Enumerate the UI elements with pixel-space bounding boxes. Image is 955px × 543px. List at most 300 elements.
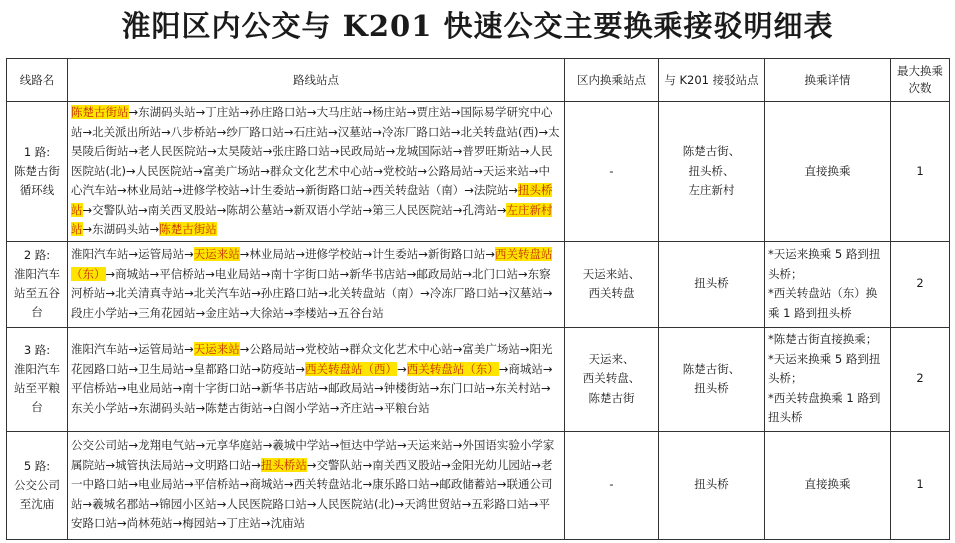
arrow-icon: → bbox=[117, 183, 127, 197]
stop-name: 民政局站 bbox=[339, 144, 386, 158]
stop-name: 城管执法局站 bbox=[115, 457, 185, 472]
arrow-icon: → bbox=[105, 286, 116, 300]
stop-name: 人民医院站(北) bbox=[316, 496, 395, 511]
transfer-line: 陈楚古街 bbox=[588, 390, 635, 405]
line-name-cell bbox=[7, 102, 68, 242]
stop-name: 进修学校站 bbox=[182, 183, 240, 197]
stop-name: 交警队站 bbox=[316, 457, 363, 472]
arrow-icon: → bbox=[485, 247, 495, 261]
transfer-line: 西关转盘 bbox=[588, 286, 635, 300]
district-transfer-cell bbox=[565, 327, 659, 431]
line-number: 2 路: bbox=[23, 248, 51, 262]
transfer-detail-cell bbox=[765, 431, 891, 539]
arrow-icon: → bbox=[406, 105, 417, 119]
stop-name: 平安路口站 bbox=[71, 496, 550, 531]
stop-name: 人民医院站 bbox=[135, 163, 194, 178]
route-stops-cell bbox=[68, 431, 565, 539]
stop-name: 计生委站 bbox=[249, 183, 296, 197]
stop-name: 新华书店站 bbox=[260, 381, 319, 395]
stop-name: 南关西叉股站 bbox=[147, 202, 217, 217]
arrow-icon: → bbox=[450, 105, 461, 119]
transfer-table bbox=[6, 58, 950, 540]
stop-name: 新华书店站 bbox=[349, 266, 407, 281]
stop-name: 冷冻厂路口站 bbox=[381, 124, 451, 139]
stop-name: 平信桥站 bbox=[159, 266, 206, 281]
stop-name: 天运来站 bbox=[406, 438, 453, 453]
stop-name: 齐庄站 bbox=[339, 400, 375, 415]
arrow-icon: → bbox=[519, 342, 530, 356]
stop-name: 龙翔电气站 bbox=[138, 438, 196, 453]
arrow-icon: → bbox=[128, 105, 139, 119]
stop-name: 段庄小学站 bbox=[71, 305, 129, 320]
arrow-icon: → bbox=[184, 457, 194, 472]
stop-name: 交警队站 bbox=[92, 202, 139, 217]
arrow-icon: → bbox=[128, 305, 139, 320]
arrow-icon: → bbox=[283, 305, 294, 320]
stop-name: 防疫站 bbox=[260, 361, 296, 376]
stop-name: 南十字街口站 bbox=[270, 266, 340, 281]
arrow-icon: → bbox=[417, 163, 428, 178]
k201-connection-cell bbox=[659, 431, 765, 539]
stop-name: 公交公司站 bbox=[71, 438, 129, 453]
district-transfer-cell bbox=[565, 241, 659, 327]
arrow-icon: → bbox=[429, 381, 440, 395]
arrow-icon: → bbox=[184, 247, 194, 261]
district-transfer-cell: - bbox=[565, 431, 659, 539]
stop-name: 富美广场站 bbox=[202, 163, 261, 178]
k201-line: 扭头桥、 bbox=[688, 163, 735, 178]
arrow-icon: → bbox=[540, 381, 551, 395]
stop-name: 东关村站 bbox=[494, 381, 541, 395]
stop-name: 国际易学研究中心站 bbox=[71, 105, 553, 139]
arrow-icon: → bbox=[239, 342, 250, 356]
stop-name: 孙庄路口站 bbox=[249, 105, 307, 119]
k201-connection-cell bbox=[659, 241, 765, 327]
arrow-icon: → bbox=[251, 457, 261, 472]
district-transfer-cell: - bbox=[565, 102, 659, 242]
route-stops-cell bbox=[68, 241, 565, 327]
stop-name: 康乐路口站 bbox=[372, 477, 430, 492]
stop-name: 平信桥站 bbox=[71, 381, 117, 395]
max-transfers-cell: 1 bbox=[891, 102, 950, 242]
transfer-detail-cell bbox=[765, 241, 891, 327]
k201-connection-cell bbox=[659, 102, 765, 242]
arrow-icon: → bbox=[195, 305, 206, 320]
arrow-icon: → bbox=[362, 105, 373, 119]
stop-name: 汉墓站 bbox=[337, 124, 373, 139]
stop-name: 电业局站 bbox=[126, 381, 173, 395]
arrow-icon: → bbox=[441, 457, 451, 472]
stop-name: 卫生局站 bbox=[138, 361, 185, 376]
stop-name: 元享华庭站 bbox=[205, 438, 263, 453]
arrow-icon: → bbox=[318, 381, 329, 395]
stop-name: 平粮台站 bbox=[383, 400, 430, 415]
stop-name: 恒达中学站 bbox=[339, 438, 398, 453]
arrow-icon: → bbox=[82, 222, 93, 236]
stop-name: 陈楚古街站 bbox=[205, 400, 263, 415]
line-name-cell bbox=[7, 327, 68, 431]
stop-name: 东关小学站 bbox=[71, 400, 129, 415]
line-name-cell bbox=[7, 241, 68, 327]
arrow-icon: → bbox=[394, 496, 405, 511]
stop-name: 东湖码头站 bbox=[138, 400, 196, 415]
stop-name: 太昊陵后街站 bbox=[71, 124, 560, 158]
stop-name: 贾庄站 bbox=[416, 105, 451, 119]
arrow-icon: → bbox=[420, 286, 430, 300]
arrow-icon: → bbox=[429, 477, 440, 492]
stop-name: 南关西叉股站 bbox=[372, 457, 442, 472]
stop-name: 大徐站 bbox=[249, 305, 284, 320]
stop-name: 电业局站 bbox=[214, 266, 261, 281]
arrow-icon: → bbox=[464, 183, 474, 197]
arrow-icon: → bbox=[105, 266, 116, 281]
stop-name: 第三人民医院站 bbox=[372, 202, 453, 217]
stop-name: 进修学校站 bbox=[305, 247, 363, 261]
arrow-icon: → bbox=[239, 183, 250, 197]
stop-name: 林业局站 bbox=[126, 183, 173, 197]
arrow-icon: → bbox=[216, 516, 227, 531]
detail-line: *西关转盘站（东）换乘 1 路到扭头桥 bbox=[768, 286, 878, 320]
arrow-icon: → bbox=[128, 247, 139, 261]
stop-name: 尚林苑站 bbox=[126, 516, 173, 531]
arrow-icon: → bbox=[195, 438, 206, 453]
stop-name: 新街路口站 bbox=[427, 247, 486, 261]
stop-name: 北关汽车站 bbox=[193, 286, 252, 300]
k201-line: 左庄新村 bbox=[688, 183, 735, 197]
stop-name: 淮阳汽车站 bbox=[71, 247, 129, 261]
header-line-name: 线路名 bbox=[7, 59, 68, 102]
stop-name: 梅园站 bbox=[182, 516, 217, 531]
arrow-icon: → bbox=[385, 144, 396, 158]
header-transfer-detail: 换乘详情 bbox=[765, 59, 891, 102]
stop-name: 人民医院站(北) bbox=[71, 144, 553, 178]
stop-name: 白阁小学站 bbox=[272, 400, 330, 415]
arrow-icon: → bbox=[195, 400, 206, 415]
stop-name: 运管局站 bbox=[138, 342, 185, 356]
arrow-icon: → bbox=[374, 381, 384, 395]
arrow-icon: → bbox=[538, 124, 549, 139]
stop-name: 富美广场站 bbox=[462, 342, 520, 356]
max-transfers-cell: 2 bbox=[891, 327, 950, 431]
arrow-icon: → bbox=[306, 457, 317, 472]
stop-name: 锦园小区站 bbox=[159, 496, 217, 511]
stop-name: 人民医院路口站 bbox=[226, 496, 307, 511]
stop-name: 左庄新村站 bbox=[71, 202, 553, 236]
detail-line: *陈楚古街直接换乘； bbox=[768, 332, 878, 347]
arrow-icon: → bbox=[125, 163, 136, 178]
arrow-icon: → bbox=[528, 163, 539, 178]
header-route-stops: 路线站点 bbox=[68, 59, 565, 102]
arrow-icon: → bbox=[105, 457, 116, 472]
transfer-detail-cell bbox=[765, 102, 891, 242]
stop-name: 汉墓站 bbox=[508, 286, 543, 300]
arrow-icon: → bbox=[216, 202, 227, 217]
arrow-icon: → bbox=[452, 202, 463, 217]
arrow-icon: → bbox=[260, 516, 271, 531]
arrow-icon: → bbox=[184, 361, 194, 376]
arrow-icon: → bbox=[496, 477, 507, 492]
stop-name: 公路局站 bbox=[427, 163, 474, 178]
arrow-icon: → bbox=[128, 438, 139, 453]
page-title: 淮阳区内公交与 K201 快速公交主要换乘接驳明细表 bbox=[121, 9, 834, 43]
stop-name: 钟楼街站 bbox=[383, 381, 430, 395]
stop-name: 南十字街口站 bbox=[182, 381, 252, 395]
arrow-icon: → bbox=[172, 381, 183, 395]
arrow-icon: → bbox=[216, 496, 227, 511]
stop-name: 金阳光幼儿园站 bbox=[450, 457, 532, 472]
arrow-icon: → bbox=[473, 163, 483, 178]
stop-name: 孔湾站 bbox=[462, 202, 497, 217]
arrow-icon: → bbox=[251, 361, 261, 376]
arrow-icon: → bbox=[172, 516, 183, 531]
stop-name: 平信桥站 bbox=[193, 477, 240, 492]
arrow-icon: → bbox=[117, 381, 127, 395]
k201-line: 陈楚古街、 bbox=[682, 361, 741, 376]
table-row bbox=[7, 241, 950, 327]
stop-name: 张庄路口站 bbox=[272, 144, 330, 158]
arrow-icon: → bbox=[450, 124, 461, 139]
arrow-icon: → bbox=[362, 247, 373, 261]
arrow-icon: → bbox=[295, 183, 306, 197]
stop-name: 公路局站 bbox=[249, 342, 296, 356]
arrow-icon: → bbox=[128, 342, 139, 356]
stop-name: 党校站 bbox=[383, 163, 418, 178]
arrow-icon: → bbox=[195, 105, 206, 119]
transfer-line: 天运来站、 bbox=[582, 266, 641, 281]
stop-name: 陈楚古街站 bbox=[71, 105, 129, 119]
arrow-icon: → bbox=[161, 124, 171, 139]
line-route-name: 淮阳汽车站至平粮台 bbox=[14, 362, 60, 414]
k201-line: 扭头桥 bbox=[694, 276, 729, 291]
stop-name: 北关转盘站（南） bbox=[328, 286, 421, 300]
table-header-row bbox=[7, 59, 950, 102]
arrow-icon: → bbox=[239, 305, 250, 320]
arrow-icon: → bbox=[329, 438, 340, 453]
arrow-icon: → bbox=[149, 266, 160, 281]
stop-name: 纱厂路口站 bbox=[226, 124, 284, 139]
stop-name: 阳光花园路口站 bbox=[71, 342, 553, 376]
stop-name: 李楼站 bbox=[293, 305, 329, 320]
header-district-transfer: 区内换乘站点 bbox=[565, 59, 659, 102]
stop-name: 运管局站 bbox=[138, 247, 185, 261]
arrow-icon: → bbox=[406, 266, 417, 281]
stop-name: 法院站 bbox=[473, 183, 509, 197]
k201-line: 陈楚古街、 bbox=[682, 144, 741, 158]
arrow-icon: → bbox=[138, 202, 148, 217]
stop-name: 金庄站 bbox=[205, 305, 240, 320]
detail-line: 直接换乘 bbox=[804, 163, 851, 178]
arrow-icon: → bbox=[295, 342, 306, 356]
arrow-icon: → bbox=[128, 144, 139, 158]
stop-name: 淮阳汽车站 bbox=[71, 342, 129, 356]
stop-name: 老一中路口站 bbox=[71, 457, 553, 492]
arrow-icon: → bbox=[306, 105, 317, 119]
table-row bbox=[7, 102, 950, 242]
arrow-icon: → bbox=[205, 266, 215, 281]
stop-name: 石庄站 bbox=[293, 124, 329, 139]
arrow-icon: → bbox=[362, 202, 373, 217]
line-route-name: 陈楚古街循环线 bbox=[14, 163, 60, 197]
stop-name: 扭头桥站 bbox=[71, 183, 553, 217]
arrow-icon: → bbox=[329, 144, 340, 158]
arrow-icon: → bbox=[485, 381, 495, 395]
stop-name: 群众文化艺术中心站 bbox=[349, 342, 453, 356]
stop-name: 北关派出所站 bbox=[92, 124, 162, 139]
stop-name: 东湖码头站 bbox=[138, 105, 196, 119]
stop-name: 西关转盘站（东） bbox=[71, 247, 553, 281]
arrow-icon: → bbox=[82, 202, 93, 217]
stop-name: 孙庄路口站 bbox=[260, 286, 319, 300]
stop-name: 杨庄站 bbox=[372, 105, 407, 119]
stop-name: 北门口站 bbox=[471, 266, 518, 281]
arrow-icon: → bbox=[517, 266, 528, 281]
arrow-icon: → bbox=[251, 286, 261, 300]
arrow-icon: → bbox=[461, 496, 472, 511]
stop-name: 皇都路口站 bbox=[193, 361, 252, 376]
stop-name: 商城站 bbox=[249, 477, 284, 492]
stop-name: 老人民医院站 bbox=[138, 144, 208, 158]
transfer-line: 西关转盘、 bbox=[582, 371, 641, 386]
max-transfers-cell: 1 bbox=[891, 431, 950, 539]
arrow-icon: → bbox=[508, 183, 518, 197]
arrow-icon: → bbox=[318, 286, 329, 300]
arrow-icon: → bbox=[262, 438, 273, 453]
stop-name: 大马庄站 bbox=[316, 105, 363, 119]
stop-name: 邮政局站 bbox=[416, 266, 463, 281]
arrow-icon: → bbox=[372, 124, 382, 139]
stop-name: 东湖码头站 bbox=[92, 222, 150, 236]
stop-name: 三角花园站 bbox=[138, 305, 196, 320]
arrow-icon: → bbox=[374, 400, 384, 415]
arrow-icon: → bbox=[362, 457, 373, 472]
stop-name: 五谷台站 bbox=[337, 305, 384, 320]
line-number: 1 路: bbox=[23, 144, 51, 159]
stop-name: 北关转盘站(西) bbox=[460, 124, 539, 139]
arrow-icon: → bbox=[128, 361, 139, 376]
line-number: 5 路: bbox=[23, 458, 51, 473]
line-name-cell bbox=[7, 431, 68, 539]
stop-name: 新街路口站 bbox=[305, 183, 363, 197]
arrow-icon: → bbox=[149, 222, 160, 236]
header-k201-connection: 与 K201 接驳站点 bbox=[659, 59, 765, 102]
arrow-icon: → bbox=[184, 477, 194, 492]
arrow-icon: → bbox=[397, 438, 407, 453]
stop-name: 冷冻厂路口站 bbox=[429, 286, 499, 300]
header-max-transfers: 最大换乘次数 bbox=[891, 59, 950, 102]
arrow-icon: → bbox=[295, 361, 306, 376]
arrow-icon: → bbox=[496, 202, 507, 217]
k201-line: 扭头桥 bbox=[694, 381, 729, 395]
stop-name: 西关转盘站（南） bbox=[372, 183, 465, 197]
arrow-icon: → bbox=[498, 361, 509, 376]
arrow-icon: → bbox=[462, 266, 472, 281]
transfer-detail-cell bbox=[765, 327, 891, 431]
stop-name: 羲城名郡站 bbox=[92, 496, 150, 511]
arrow-icon: → bbox=[397, 361, 407, 376]
arrow-icon: → bbox=[452, 438, 463, 453]
arrow-icon: → bbox=[82, 124, 93, 139]
arrow-icon: → bbox=[306, 496, 317, 511]
stop-name: 邮政局站 bbox=[328, 381, 375, 395]
detail-line: *天运来换乘 5 路到扭头桥； bbox=[768, 247, 881, 281]
arrow-icon: → bbox=[498, 286, 509, 300]
stop-name: 外国语实验小学家属院站 bbox=[71, 438, 555, 472]
k201-line: 扭头桥 bbox=[694, 477, 729, 492]
stop-name: 丁庄站 bbox=[205, 105, 240, 119]
stop-name: 商城站 bbox=[115, 266, 150, 281]
arrow-icon: → bbox=[193, 163, 203, 178]
arrow-icon: → bbox=[542, 361, 553, 376]
arrow-icon: → bbox=[452, 144, 463, 158]
arrow-icon: → bbox=[339, 342, 350, 356]
stop-name: 陈楚古街站 bbox=[159, 222, 217, 236]
stop-name: 丁庄站 bbox=[226, 516, 261, 531]
arrow-icon: → bbox=[239, 105, 250, 119]
stop-name: 西关转盘站北 bbox=[293, 477, 363, 492]
detail-line: *天运来换乘 5 路到扭头桥； bbox=[768, 351, 881, 386]
arrow-icon: → bbox=[82, 496, 93, 511]
stop-name: 林业局站 bbox=[249, 247, 296, 261]
transfer-line: 天运来、 bbox=[588, 351, 635, 366]
stop-name: 东门口站 bbox=[439, 381, 486, 395]
stop-name: 群众文化艺术中心站 bbox=[269, 163, 374, 178]
arrow-icon: → bbox=[184, 342, 194, 356]
arrow-icon: → bbox=[542, 286, 553, 300]
arrow-icon: → bbox=[295, 247, 306, 261]
stop-name: 文明路口站 bbox=[193, 457, 252, 472]
arrow-icon: → bbox=[328, 124, 338, 139]
arrow-icon: → bbox=[283, 124, 294, 139]
line-route-name: 淮阳汽车站至五谷台 bbox=[14, 267, 60, 319]
table-row bbox=[7, 431, 950, 539]
arrow-icon: → bbox=[262, 144, 273, 158]
arrow-icon: → bbox=[239, 477, 250, 492]
arrow-icon: → bbox=[283, 202, 294, 217]
arrow-icon: → bbox=[452, 342, 463, 356]
arrow-icon: → bbox=[362, 477, 373, 492]
line-number: 3 路: bbox=[23, 343, 51, 357]
arrow-icon: → bbox=[519, 144, 530, 158]
arrow-icon: → bbox=[117, 516, 127, 531]
stop-name: 计生委站 bbox=[372, 247, 419, 261]
arrow-icon: → bbox=[373, 163, 384, 178]
max-transfers-cell: 2 bbox=[891, 241, 950, 327]
table-row bbox=[7, 327, 950, 431]
stop-name: 太昊陵站 bbox=[216, 144, 263, 158]
stop-name: 天运来站 bbox=[482, 163, 529, 178]
stop-name: 商城站 bbox=[508, 361, 543, 376]
stop-name: 羲城中学站 bbox=[272, 438, 330, 453]
stop-name: 党校站 bbox=[305, 342, 340, 356]
arrow-icon: → bbox=[339, 266, 350, 281]
arrow-icon: → bbox=[418, 247, 428, 261]
stop-name: 联通公司站 bbox=[71, 477, 553, 511]
arrow-icon: → bbox=[251, 381, 261, 395]
stop-name: 天运来站 bbox=[193, 342, 240, 356]
arrow-icon: → bbox=[260, 163, 270, 178]
k201-connection-cell bbox=[659, 327, 765, 431]
stop-name: 陈胡公墓站 bbox=[226, 202, 284, 217]
arrow-icon: → bbox=[531, 457, 541, 472]
arrow-icon: → bbox=[184, 286, 194, 300]
arrow-icon: → bbox=[149, 496, 160, 511]
stop-name: 沈庙站 bbox=[270, 516, 306, 531]
arrow-icon: → bbox=[283, 477, 294, 492]
arrow-icon: → bbox=[239, 247, 250, 261]
stop-name: 电业局站 bbox=[138, 477, 185, 492]
arrow-icon: → bbox=[207, 144, 217, 158]
stop-name: 天鸿世贸站 bbox=[404, 496, 462, 511]
